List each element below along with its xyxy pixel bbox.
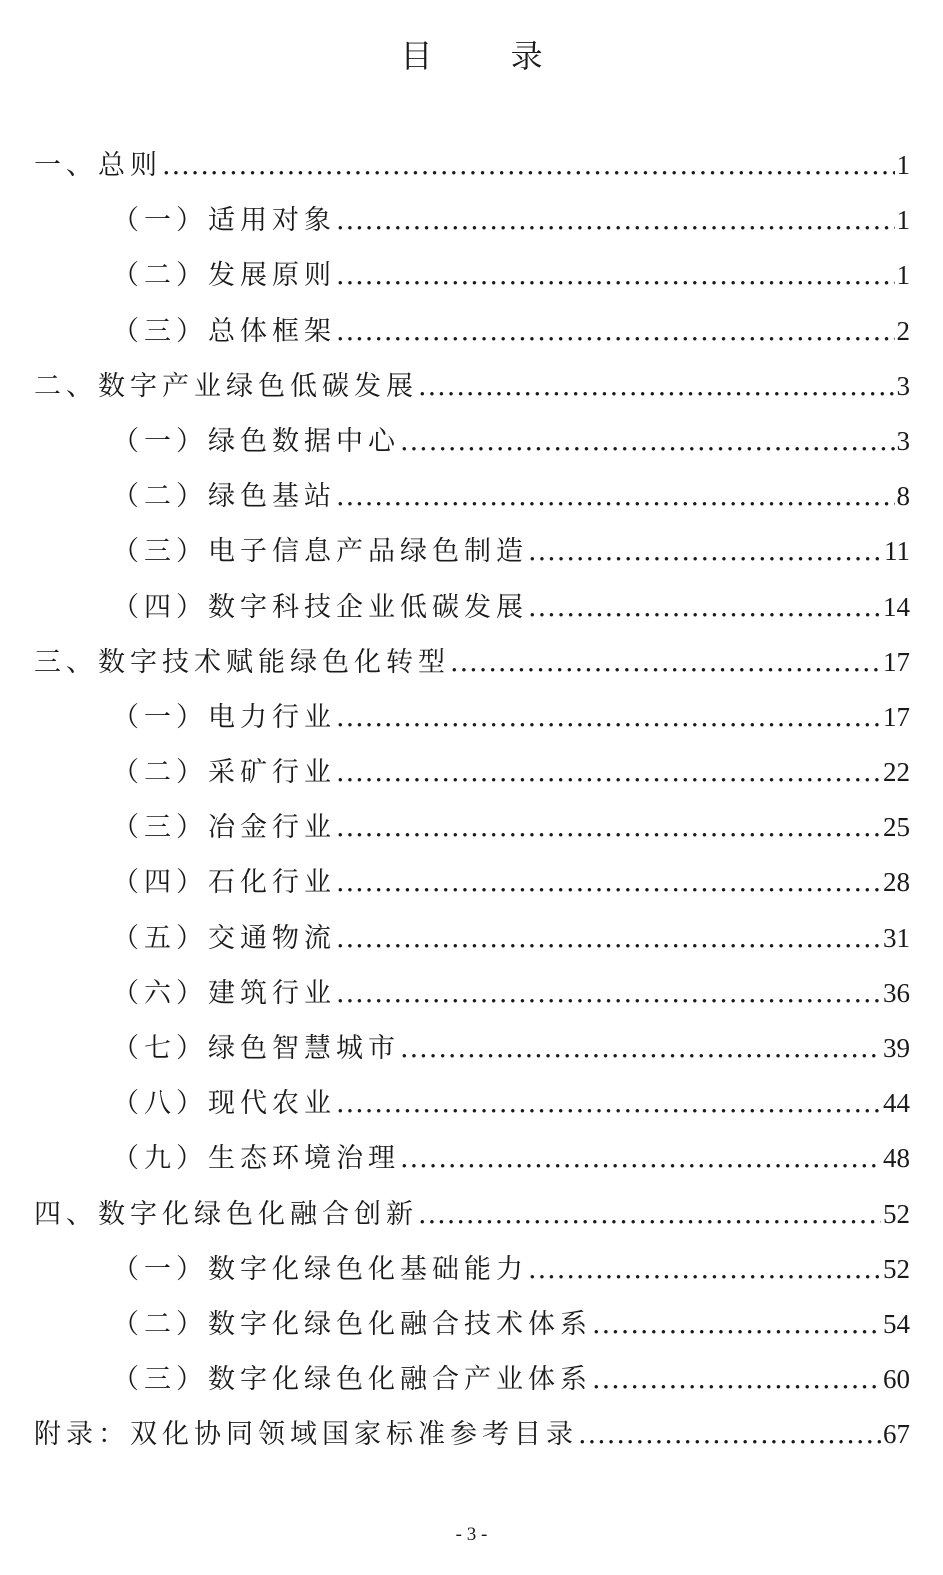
table-of-contents: [34, 138, 910, 1463]
toc-dot-leader: [336, 690, 881, 745]
toc-dot-leader: [336, 855, 881, 910]
toc-entry[interactable]: [34, 1407, 910, 1462]
toc-entry[interactable]: [34, 745, 910, 800]
toc-entry[interactable]: [34, 1297, 910, 1352]
toc-dot-leader: [400, 1021, 881, 1076]
toc-entry-label: （四）数字科技企业低碳发展: [112, 591, 528, 623]
toc-entry-page: 48: [883, 1143, 910, 1174]
page-number: - 3 -: [455, 1524, 488, 1545]
toc-dot-leader: [336, 304, 895, 359]
toc-entry[interactable]: [34, 1242, 910, 1297]
toc-entry-label: 二、数字产业绿色低碳发展: [34, 370, 418, 402]
toc-entry-label: （二）发展原则: [112, 260, 336, 292]
toc-entry-page: 39: [883, 1033, 910, 1063]
toc-dot-leader: [162, 138, 895, 193]
toc-entry[interactable]: [34, 1131, 910, 1186]
toc-entry[interactable]: [34, 1021, 910, 1076]
toc-entry-page: 8: [896, 481, 910, 512]
toc-entry-label: 附录：双化协同领域国家标准参考目录: [34, 1419, 578, 1451]
page-title: 目 录: [400, 37, 577, 75]
toc-dot-leader: [400, 414, 895, 469]
toc-entry-page: 52: [883, 1253, 910, 1284]
toc-entry[interactable]: [34, 855, 910, 910]
toc-entry-label: （三）数字化绿色化融合产业体系: [112, 1364, 592, 1396]
toc-dot-leader: [336, 193, 895, 248]
toc-dot-leader: [528, 524, 882, 579]
toc-entry-label: （二）采矿行业: [112, 757, 336, 789]
toc-dot-leader: [578, 1407, 881, 1462]
toc-entry[interactable]: [34, 414, 910, 469]
toc-entry[interactable]: [34, 193, 910, 248]
toc-entry[interactable]: [34, 138, 910, 193]
toc-entry[interactable]: [34, 469, 910, 524]
toc-entry-label: （六）建筑行业: [112, 977, 336, 1009]
toc-dot-leader: [336, 745, 881, 800]
toc-entry-page: 2: [896, 315, 910, 346]
toc-dot-leader: [336, 800, 881, 855]
toc-entry-label: （三）冶金行业: [112, 812, 336, 844]
toc-dot-leader: [418, 1187, 881, 1242]
toc-entry-label: （七）绿色智慧城市: [112, 1033, 400, 1064]
toc-entry-page: 1: [896, 205, 910, 236]
toc-entry[interactable]: [34, 911, 910, 966]
toc-entry[interactable]: [34, 800, 910, 855]
toc-entry-label: （五）交通物流: [112, 922, 336, 954]
toc-dot-leader: [400, 1131, 881, 1186]
toc-entry-page: 60: [883, 1364, 910, 1395]
toc-entry-page: 14: [883, 591, 910, 622]
toc-entry-label: 四、数字化绿色化融合创新: [34, 1198, 418, 1230]
toc-dot-leader: [592, 1352, 881, 1407]
toc-entry-label: （一）数字化绿色化基础能力: [112, 1253, 528, 1285]
toc-entry-page: 17: [883, 646, 910, 677]
toc-entry-label: （八）现代农业: [112, 1088, 336, 1120]
toc-dot-leader: [336, 966, 881, 1021]
toc-entry-label: （一）适用对象: [112, 205, 336, 237]
toc-entry-label: （三）电子信息产品绿色制造: [112, 536, 528, 568]
toc-entry-page: 54: [883, 1308, 910, 1339]
toc-dot-leader: [450, 635, 881, 690]
toc-entry-page: 3: [896, 425, 910, 456]
toc-entry-page: 25: [883, 812, 910, 843]
toc-entry[interactable]: [34, 1352, 910, 1407]
toc-entry-label: （一）电力行业: [112, 701, 336, 733]
toc-entry-page: 67: [883, 1419, 910, 1450]
toc-entry[interactable]: [34, 635, 910, 690]
toc-entry-label: （四）石化行业: [112, 867, 336, 899]
toc-entry[interactable]: [34, 248, 910, 303]
toc-dot-leader: [336, 248, 895, 303]
toc-entry-page: 17: [883, 701, 910, 732]
toc-entry-page: 44: [883, 1088, 910, 1119]
toc-dot-leader: [336, 911, 881, 966]
toc-entry-page: 1: [896, 150, 910, 180]
toc-entry-label: 三、数字技术赋能绿色化转型: [34, 646, 450, 678]
toc-entry-page: 1: [896, 260, 910, 291]
toc-entry[interactable]: [34, 359, 910, 414]
toc-entry-label: （九）生态环境治理: [112, 1143, 400, 1175]
toc-dot-leader: [336, 1076, 881, 1131]
toc-entry-label: 一、总则: [34, 150, 162, 181]
toc-dot-leader: [528, 1242, 881, 1297]
toc-entry[interactable]: [34, 1076, 910, 1131]
toc-entry-page: 22: [883, 757, 910, 788]
toc-dot-leader: [336, 469, 895, 524]
toc-entry[interactable]: [34, 524, 910, 579]
toc-entry[interactable]: [34, 966, 910, 1021]
toc-dot-leader: [528, 580, 881, 635]
toc-entry-page: 28: [883, 867, 910, 898]
toc-entry-label: （二）数字化绿色化融合技术体系: [112, 1308, 592, 1340]
toc-dot-leader: [418, 359, 895, 414]
toc-entry-page: 52: [883, 1198, 910, 1229]
toc-entry-label: （二）绿色基站: [112, 481, 336, 513]
toc-entry-label: （三）总体框架: [112, 315, 336, 347]
toc-entry[interactable]: [34, 580, 910, 635]
toc-entry-page: 11: [884, 536, 910, 567]
toc-entry[interactable]: [34, 304, 910, 359]
toc-entry[interactable]: [34, 1187, 910, 1242]
toc-entry-page: 3: [896, 370, 910, 401]
toc-entry-label: （一）绿色数据中心: [112, 425, 400, 457]
toc-entry-page: 31: [883, 922, 910, 953]
toc-entry-page: 36: [883, 977, 910, 1008]
toc-dot-leader: [592, 1297, 881, 1352]
toc-entry[interactable]: [34, 690, 910, 745]
